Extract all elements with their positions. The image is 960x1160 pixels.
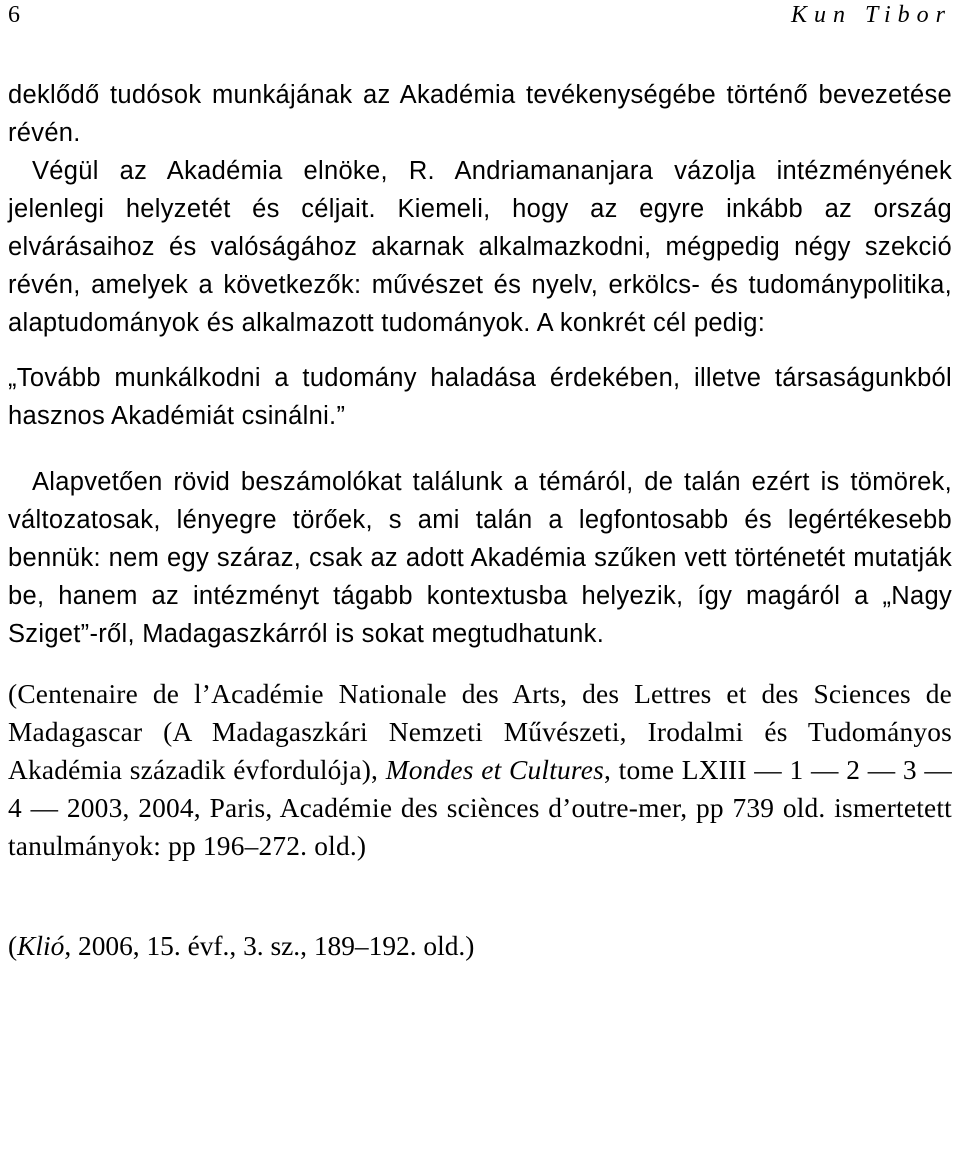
reference-text-before: (Centenaire de l’Académie Nationale des Arts, des Lettres et des Sciences de Madagascar (A Madagaszkári Nemzeti Művészeti, Irodalmi és Tudományos Akadémia századik évfordulója), <box>8 679 952 785</box>
paragraph-continuation: deklődő tudósok munkájának az Akadémia tevékenységébe történő bevezetése révén. <box>8 81 952 147</box>
reference-text-after: , tome LXIII — 1 — 2 — 3 — 4 — 2003, 2004, Paris, Académie des sciènces d’outre-mer, pp 739 old. ismertetett tanulmányok: pp 196–272. old.) <box>8 755 953 861</box>
paragraph-summary: Alapvetően rövid beszámolókat találunk a témáról, de talán ezért is tömörek, változatosak, lényegre törőek, s ami talán a legfontosabb és legértékesebb bennük: nem egy száraz, csak az adott Akadémia szűken vett történetét mutatják be, hanem az intézményt tágabb kontextusba helyezik, így magáról a „Nagy Sziget”-ről, Madagaszkárról is sokat megtudhatunk. <box>8 468 952 648</box>
citation-details: , 2006, 15. évf., 3. sz., 189–192. old.) <box>64 931 475 961</box>
block-quote: „Tovább munkálkodni a tudomány haladása érdekében, illetve társaságunkból hasznos Akadémiát csinálni.” <box>8 364 952 430</box>
citation-open: ( <box>8 931 18 961</box>
page-number: 6 <box>8 2 20 28</box>
bibliographic-reference <box>8 675 952 865</box>
citation-journal: Klió <box>17 931 65 961</box>
page-header <box>8 0 952 30</box>
running-title: Kun Tibor <box>790 2 952 28</box>
paragraph-president: Végül az Akadémia elnöke, R. Andriamananjara vázolja intézményének jelenlegi helyzetét és céljait. Kiemeli, hogy az egyre inkább az ország elvárásaihoz és valóságához akarnak alkalmazkodni, mégpedig négy szekció révén, amelyek a következők: művészet és nyelv, erkölcs- és tudománypolitika, alaptudományok és alkalmazott tudományok. A konkrét cél pedig: <box>8 157 952 337</box>
document-body <box>8 76 952 965</box>
journal-title: Mondes et Cultures <box>385 755 604 785</box>
source-citation <box>8 927 952 965</box>
